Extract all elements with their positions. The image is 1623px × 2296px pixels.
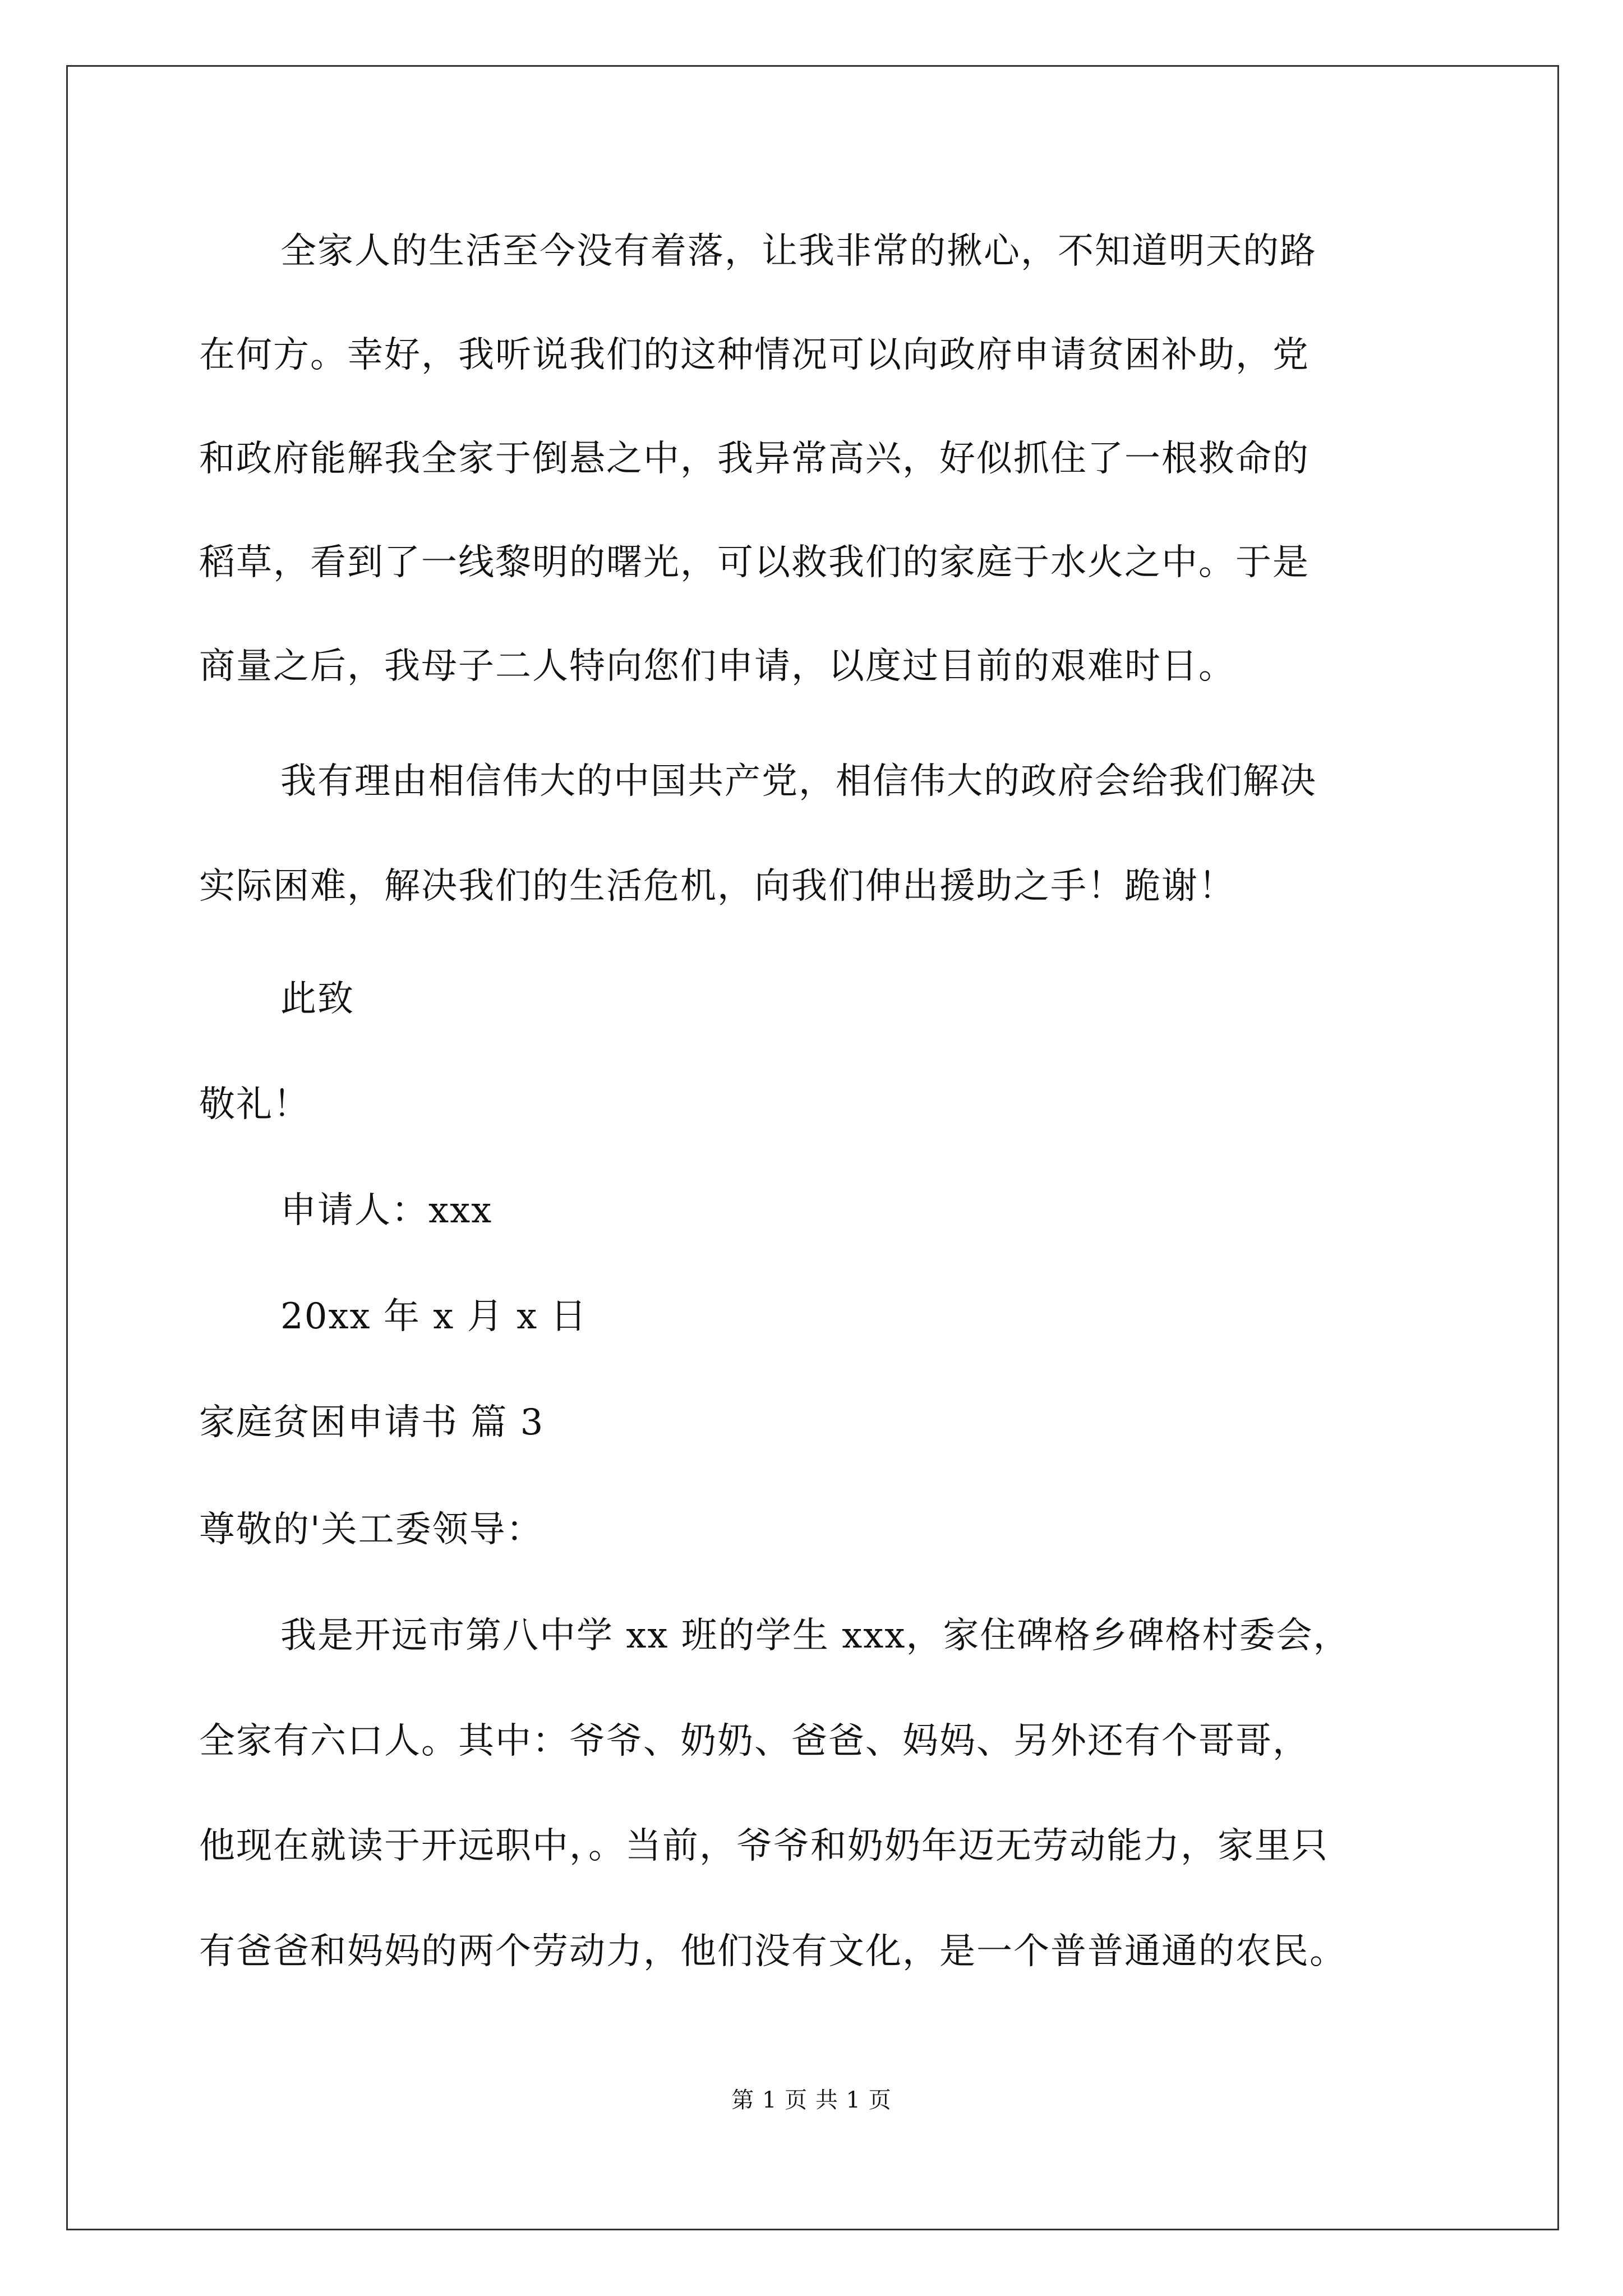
greeting: 尊敬的'关工委领导：	[199, 1509, 543, 1550]
paragraph-line: 在何方。幸好，我听说我们的这种情况可以向政府申请贫困补助，党	[199, 334, 1310, 376]
closing-salutation: 此致	[280, 978, 354, 1020]
section-title: 家庭贫困申请书 篇 3	[199, 1402, 545, 1443]
paragraph-line: 全家有六口人。其中：爷爷、奶奶、爸爸、妈妈、另外还有个哥哥，	[199, 1720, 1310, 1762]
applicant-signature: 申请人：xxx	[280, 1190, 493, 1231]
paragraph-line: 商量之后，我母子二人特向您们申请，以度过目前的艰难时日。	[199, 646, 1235, 687]
paragraph-line: 实际困难，解决我们的生活危机，向我们伸出援助之手！跪谢！	[199, 866, 1235, 907]
paragraph-line: 我有理由相信伟大的中国共产党，相信伟大的政府会给我们解决	[280, 761, 1317, 802]
paragraph-line: 他现在就读于开远职中，。当前，爷爷和奶奶年迈无劳动能力，家里只	[199, 1825, 1329, 1867]
page-footer: 第 1 页 共 1 页	[731, 2087, 892, 2113]
paragraph-line: 和政府能解我全家于倒悬之中，我异常高兴，好似抓住了一根救命的	[199, 438, 1310, 480]
paragraph-line: 我是开远市第八中学 xx 班的学生 xxx，家住碑格乡碑格村委会，	[280, 1615, 1350, 1657]
paragraph-line: 全家人的生活至今没有着落，让我非常的揪心，不知道明天的路	[280, 231, 1317, 272]
paragraph-line: 有爸爸和妈妈的两个劳动力，他们没有文化，是一个普普通通的农民。	[199, 1931, 1347, 1972]
paragraph-line: 稻草，看到了一线黎明的曙光，可以救我们的家庭于水火之中。于是	[199, 542, 1310, 583]
page-border	[66, 65, 1559, 2230]
closing-respect: 敬礼！	[199, 1084, 310, 1125]
date-line: 20xx 年 x 月 x 日	[280, 1296, 588, 1337]
